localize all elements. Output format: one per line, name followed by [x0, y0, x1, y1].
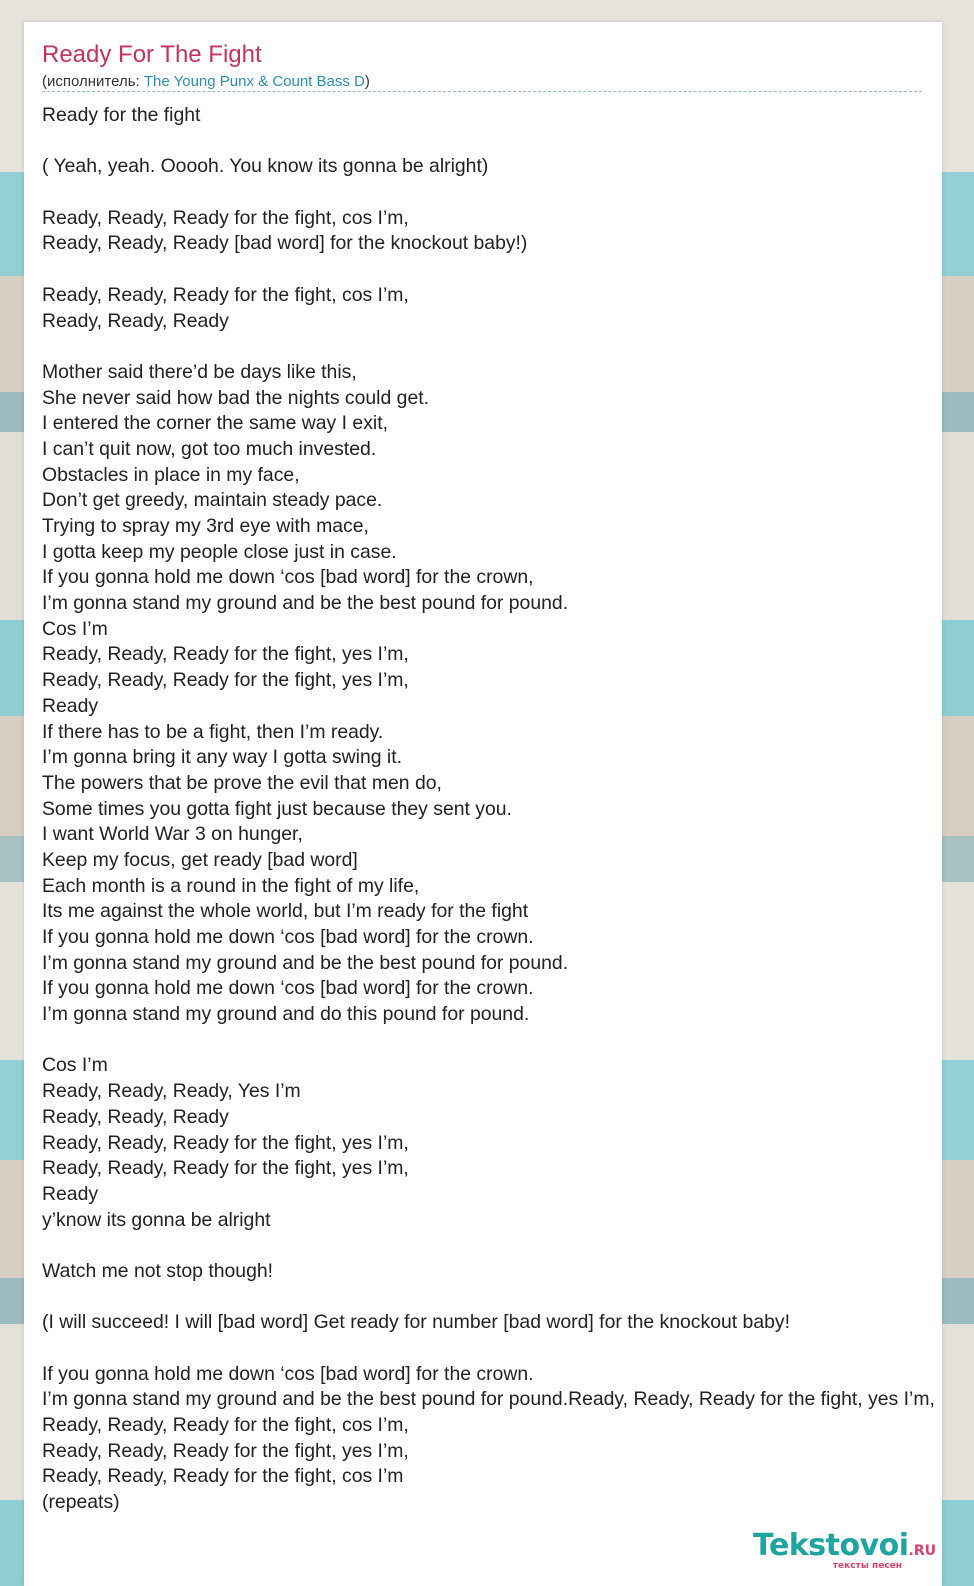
logo-name: Tekstovoi	[752, 1528, 909, 1563]
lyric-line: Some times you gotta fight just because they sent you.	[42, 797, 512, 820]
artist-suffix: )	[364, 73, 370, 90]
lyric-line: I want World War 3 on hunger,	[42, 823, 303, 846]
lyric-line: Cos I’m	[42, 617, 108, 640]
lyric-line: Watch me not stop though!	[42, 1259, 274, 1282]
lyric-line: Ready, Ready, Ready for the fight, cos I’m,	[42, 283, 409, 306]
lyric-line: Ready, Ready, Ready [bad word] for the knockout baby!)	[42, 232, 528, 255]
lyric-line: If you gonna hold me down ‘cos [bad word] for the crown.	[42, 1362, 534, 1385]
lyric-line: Don’t get greedy, maintain steady pace.	[42, 489, 383, 512]
lyric-line: Ready, Ready, Ready	[42, 309, 229, 332]
logo-tagline: тексты песен	[832, 1561, 902, 1571]
lyric-line: Obstacles in place in my face,	[42, 463, 300, 486]
lyrics-sheet	[24, 22, 942, 1586]
title-divider	[42, 91, 922, 92]
lyric-line: Mother said there’d be days like this,	[42, 360, 357, 383]
lyric-line: I’m gonna stand my ground and do this pound for pound.	[42, 1003, 530, 1026]
artist-prefix: (исполнитель:	[42, 73, 144, 90]
lyric-line: Ready, Ready, Ready for the fight, yes I’m,	[42, 1131, 409, 1154]
blank-line	[42, 1285, 942, 1311]
lyric-line: Ready, Ready, Ready, Yes I’m	[42, 1080, 301, 1103]
lyric-line: I gotta keep my people close just in case.	[42, 540, 397, 563]
logo-tld: .RU	[908, 1543, 936, 1559]
lyric-line: I’m gonna stand my ground and be the best pound for pound.	[42, 951, 569, 974]
lyric-line: If you gonna hold me down ‘cos [bad word] for the crown.	[42, 977, 534, 1000]
lyric-line: Ready, Ready, Ready for the fight, yes I’m,	[42, 1439, 409, 1462]
lyric-line: If you gonna hold me down ‘cos [bad word] for the crown.	[42, 926, 534, 948]
artist-link[interactable]: The Young Punx & Count Bass D	[143, 73, 365, 90]
lyric-line: I’m gonna stand my ground and be the best pound for pound.Ready, Ready, Ready for the fight, yes I’m,	[42, 1388, 935, 1411]
blank-line	[42, 1233, 942, 1259]
lyric-line: I entered the corner the same way I exit,	[42, 412, 388, 435]
lyric-line: If you gonna hold me down ‘cos [bad word] for the crown,	[42, 566, 534, 589]
lyric-line: Ready, Ready, Ready for the fight, cos I’m,	[42, 1414, 409, 1437]
lyric-line: Its me against the whole world, but I’m ready for the fight	[42, 900, 529, 923]
lyric-line: Cos I’m	[42, 1054, 108, 1077]
lyric-line: The powers that be prove the evil that men do,	[42, 771, 442, 794]
lyric-line: Ready	[42, 1182, 99, 1205]
blank-line	[42, 257, 942, 283]
blank-line	[42, 334, 942, 360]
lyric-line: (I will succeed! I will [bad word] Get ready for number [bad word] for the knockout baby!	[42, 1311, 790, 1334]
lyric-line: Trying to spray my 3rd eye with mace,	[42, 515, 369, 537]
lyric-line: I can’t quit now, got too much invested.	[42, 437, 377, 460]
lyric-line: Ready, Ready, Ready for the fight, cos I’m,	[42, 206, 409, 229]
lyric-line: I’m gonna bring it any way I gotta swing it.	[42, 746, 402, 769]
site-logo[interactable]	[752, 1528, 936, 1571]
lyrics-text	[42, 103, 942, 1516]
lyric-line: Ready, Ready, Ready for the fight, yes I’m,	[42, 643, 409, 666]
blank-line	[42, 129, 942, 155]
lyric-line: Ready, Ready, Ready	[42, 1105, 229, 1128]
blank-line	[42, 1028, 942, 1054]
lyric-line: y’know its gonna be alright	[42, 1208, 271, 1231]
song-title: Ready For The Fight	[42, 41, 262, 68]
lyric-line: (repeats)	[42, 1491, 120, 1514]
blank-line	[42, 1336, 942, 1362]
lyric-line: Ready, Ready, Ready for the fight, yes I’m,	[42, 669, 409, 692]
blank-line	[42, 180, 942, 206]
lyric-line: She never said how bad the nights could get.	[42, 386, 429, 409]
lyric-line: Ready	[42, 694, 99, 717]
lyric-line: I’m gonna stand my ground and be the best pound for pound.	[42, 592, 569, 615]
artist-byline	[42, 73, 370, 90]
lyric-line: Each month is a round in the fight of my life,	[42, 874, 420, 897]
lyric-line: Ready, Ready, Ready for the fight, cos I’m	[42, 1465, 404, 1488]
lyric-line: Keep my focus, get ready [bad word]	[42, 848, 358, 871]
lyric-line: ( Yeah, yeah. Ooooh. You know its gonna be alright)	[42, 155, 489, 178]
lyric-line: Ready, Ready, Ready for the fight, yes I’m,	[42, 1157, 409, 1180]
lyric-line: Ready for the fight	[42, 104, 201, 126]
lyric-line: If there has to be a fight, then I’m ready.	[42, 720, 384, 743]
